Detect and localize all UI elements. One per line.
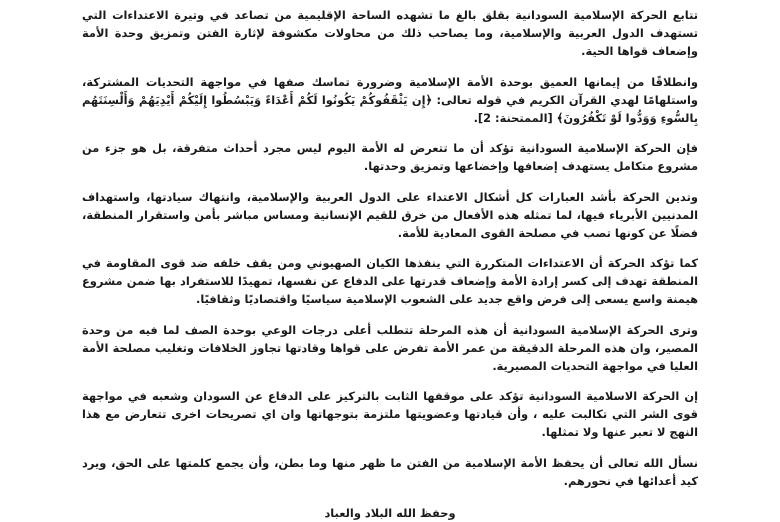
paragraph-5: كما تؤكد الحركة أن الاعتداءات المتكررة التي ينفذها الكيان الصهيوني ومن يقف خلفه ضد قوى المقاومة في المنطقة تهدف إلى كسر إرادة الأمة وإضعاف قدرتها على الدفاع عن نفسها، تمهيدًا للاستفراد بها ضمن مشروع هيمنة واسع يسعى إلى فرض واقع جديد على الشعوب الإسلامية سياسيًا واقتصاديًا وثقافيًا. (82, 256, 698, 306)
paragraph-6: وترى الحركة الإسلامية السودانية أن هذه المرحلة تتطلب أعلى درجات الوعي بوحدة الصف لما فيه من وحدة المصير، وان هذه المرحلة الدقيقة من عمر الأمة تفرض على قواها وقادتها تجاوز الخلافات وتغليب مصلحة الأمة العليا في مواجهة التحديات المصيرية. (82, 322, 698, 373)
paragraph-4: وتدين الحركة بأشد العبارات كل أشكال الاعتداء على الدول العربية والإسلامية، وانتهاك سيادتها، واستهداف المدنيين الأبرياء فيها، لما تمثله هذه الأفعال من خرق للقيم الإنسانية ومساس مباشر بأمن واستقرار المنطقة، فضلًا عن كونها تصب في مصلحة القوى المعادية للأمة. (82, 189, 698, 240)
paragraph-7: إن الحركة الاسلامية السودانية تؤكد على موقفها الثابت بالتركيز على الدفاع عن السودان وشعبه في مواجهة قوى الشر التي تكالبت عليه ، وأن قيادتها وعضويتها ملتزمة بتوجهاتها وان اي تصريحات اخرى تتعارض مع هذا النهج لا تعبر عنها ولا تمثلها. (82, 389, 698, 439)
statement-body (82, 6, 698, 522)
closing-line: وحفظ الله البلاد والعباد (324, 505, 456, 520)
paragraph-8-prayer: نسأل الله تعالى أن يحفظ الأمة الإسلامية من الفتن ما ظهر منها وما بطن، وأن يجمع كلمتها على الحق، ويرد كيد أعدائها في نحورهم. (82, 455, 698, 488)
paragraph-3: فإن الحركة الإسلامية السودانية تؤكد أن ما تتعرض له الأمة اليوم ليس مجرد أحداث متفرقة، بل هو جزء من مشروع متكامل يستهدف إضعافها وإخضاعها وتمزيق وحدتها. (82, 141, 698, 173)
paragraph-1: تتابع الحركة الإسلامية السودانية بقلق بالغ ما تشهده الساحة الإقليمية من تصاعد في وتيرة الاعتداءات التي تستهدف الدول العربية والإسلامية، وما يصاحب ذلك من محاولات مكشوفة لإثارة الفتن وتمزيق وحدة الأمة وإضعاف قواها الحية. (82, 8, 698, 58)
paragraph-2-quran-verse: وانطلاقًا من إيمانها العميق بوحدة الأمة الإسلامية وضرورة تماسك صفها في مواجهة التحديات المشتركة، واستلهامًا لهدي القرآن الكريم في قوله تعالى: ﴿إِن يَثْقَفُوكُمْ يَكُونُوا لَكُمْ أَعْدَاءً وَيَبْسُطُوا إِلَيْكُمْ أَيْدِيَهُمْ وَأَلْسِنَتَهُم بِالسُّوءِ وَوَدُّوا لَوْ تَكْفُرُونَ﴾ [الممتحنة: 2]. (82, 74, 698, 125)
